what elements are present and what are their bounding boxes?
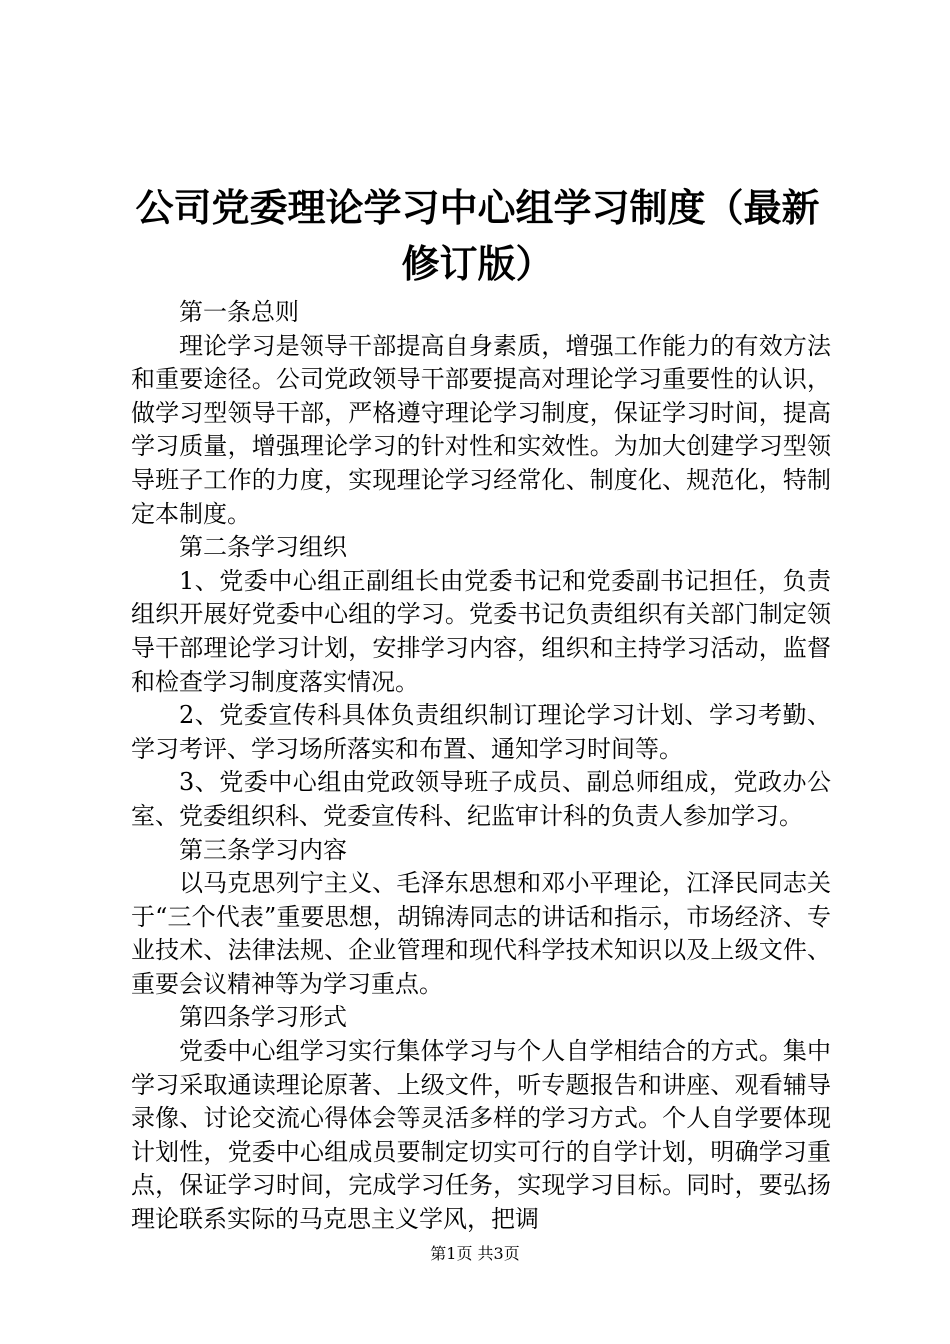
paragraph-general-principles: 理论学习是领导干部提高自身素质，增强工作能力的有效方法和重要途径。公司党政领导干部要提高对理论学习重要性的认识，做学习型领导干部，严格遵守理论学习制度，保证学习时间，提高学习质量，增强理论学习的针对性和实效性。为加大创建学习型领导班子工作的力度，实现理论学习经常化、制度化、规范化，特制定本制度。 [131, 331, 831, 528]
section-heading-1: 第一条总则 [179, 298, 299, 326]
document-title: 公司党委理论学习中心组学习制度（最新修订版） [135, 186, 820, 286]
page-footer: 第1页 共3页 [430, 1244, 520, 1263]
paragraph-organization-1: 1、党委中心组正副组长由党委书记和党委副书记担任，负责组织开展好党委中心组的学习。党委书记负责组织有关部门制定领导干部理论学习计划，安排学习内容，组织和主持学习活动，监督和检查学习制度落实情况。 [131, 566, 831, 696]
section-heading-4: 第四条学习形式 [179, 1003, 347, 1032]
document-body [131, 296, 831, 1237]
section-heading-2: 第二条学习组织 [179, 533, 347, 562]
paragraph-format: 党委中心组学习实行集体学习与个人自学相结合的方式。集中学习采取通读理论原著、上级文件，听专题报告和讲座、观看辅导录像、讨论交流心得体会等灵活多样的学习方式。个人自学要体现计划性，党委中心组成员要制定切实可行的自学计划，明确学习重点，保证学习时间，完成学习任务，实现学习目标。同时，要弘扬理论联系实际的马克思主义学风，把调 [131, 1037, 831, 1234]
paragraph-organization-2: 2、党委宣传科具体负责组织制订理论学习计划、学习考勤、学习考评、学习场所落实和布置、通知学习时间等。 [131, 701, 831, 763]
section-heading-3: 第三条学习内容 [179, 835, 347, 864]
paragraph-content: 以马克思列宁主义、毛泽东思想和邓小平理论，江泽民同志关于“三个代表”重要思想，胡锦涛同志的讲话和指示，市场经济、专业技术、法律法规、企业管理和现代科学技术知识以及上级文件、重要会议精神等为学习重点。 [131, 869, 831, 998]
paragraph-organization-3: 3、党委中心组由党政领导班子成员、副总师组成，党政办公室、党委组织科、党委宣传科、纪监审计科的负责人参加学习。 [131, 768, 831, 830]
